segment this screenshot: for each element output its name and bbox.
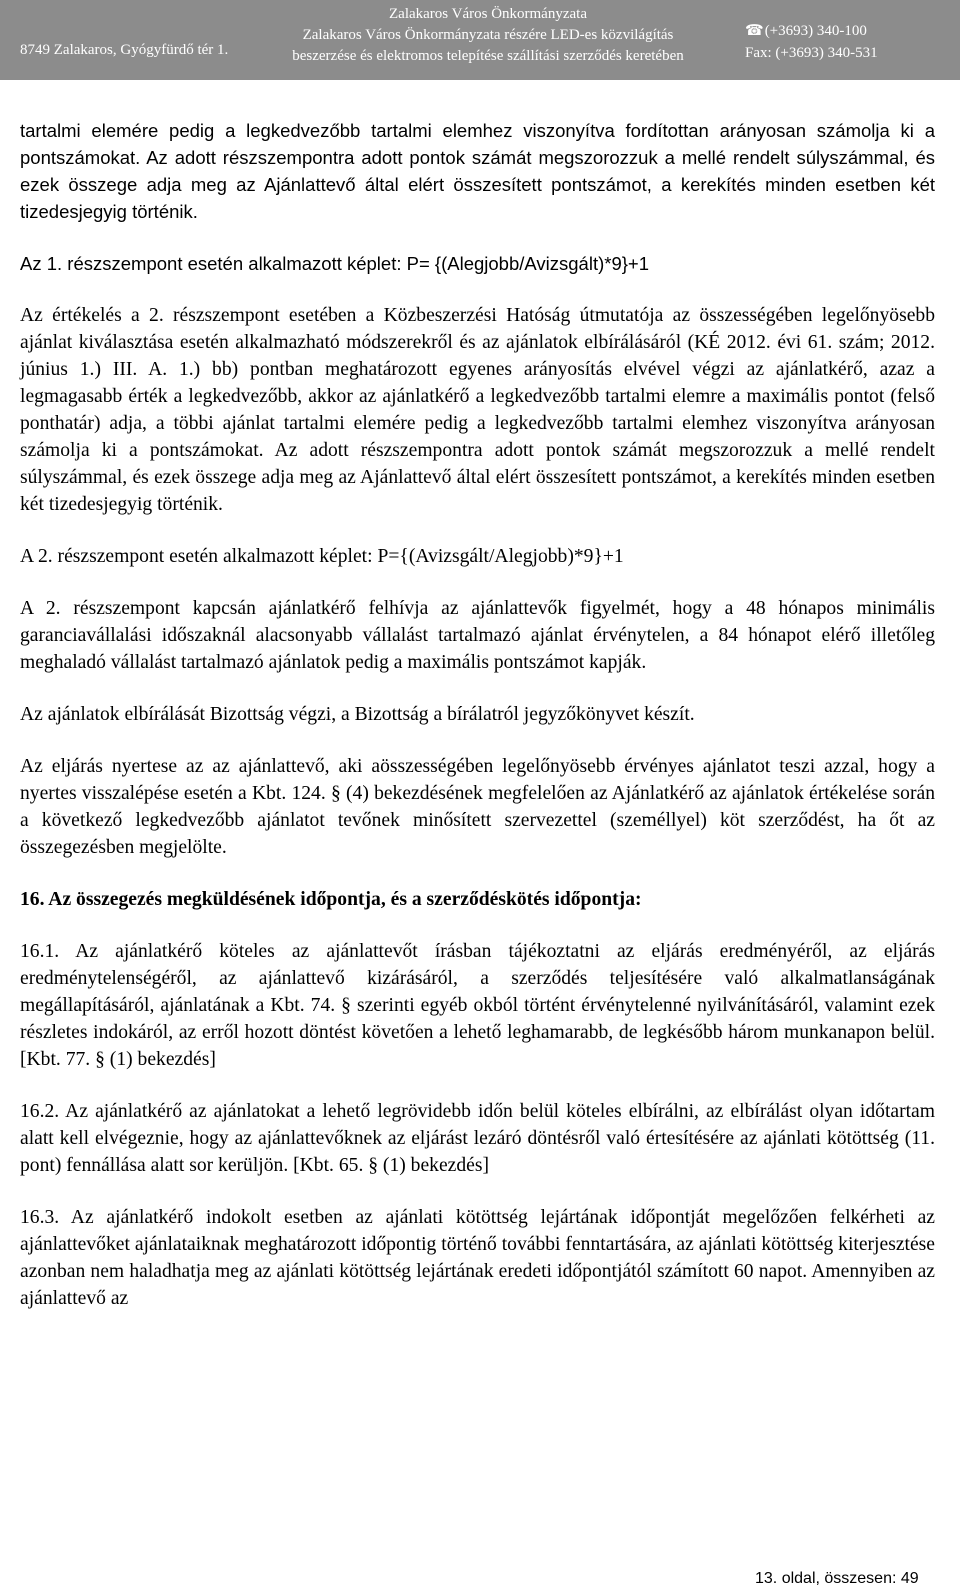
paragraph-16-3: 16.3. Az ajánlatkérő indokolt esetben az ajánlati kötöttség lejártának időpontját megelőzően felkérheti az ajánlattevőket ajánlataiknak meghatározott időpontig történő további fenntartására, az ajánlati kötöttség kiterjesztése azonban nem haladhatja meg az ajánlati kötöttség lejártának eredeti időpontjától számított 60 napot. Amennyiben az ajánlattevő az bbox=[20, 1207, 935, 1309]
paragraph-16-1: 16.1. Az ajánlatkérő köteles az ajánlattevőt írásban tájékoztatni az eljárás eredményéről, az eljárás eredménytelenségéről, az ajánlattevő kizárásáról, a szerződés teljesítésére való alkalmatlanságának megállapításáról, ajánlatának a Kbt. 74. § szerinti egyéb okból történt érvénytelenné nyilvánításáról, valamint ezek részletes indokáról, az erről hozott döntést követően a lehető leghamarabb, de legkésőbb három munkanapon belül. [Kbt. 77. § (1) bekezdés] bbox=[20, 941, 935, 1070]
section-heading-16: 16. Az összegezés megküldésének időpontja, és a szerződéskötés időpontja: bbox=[20, 889, 642, 910]
header-contact bbox=[745, 20, 878, 64]
paragraph-winner: Az eljárás nyertese az az ajánlattevő, aki aösszességében legelőnyösebb érvényes ajánlatot teszi azzal, hogy a nyertes visszalépése esetén a Kbt. 124. § (4) bekezdésének megfelelően az Ajánlatkérő az ajánlatok értékelése során a következő legkedvezőbb ajánlatot tevőnek minősített szervezettel (személlyel) köt szerződést, ha őt az összegezésben megjelölte. bbox=[20, 756, 935, 858]
header-phone-row bbox=[745, 20, 878, 42]
formula-criterion-1: Az 1. részszempont esetén alkalmazott képlet: P= {(Alegjobb/Avizsgált)*9}+1 bbox=[20, 253, 650, 274]
phone-icon: ☎ bbox=[745, 23, 764, 39]
header-title-block bbox=[278, 4, 698, 67]
paragraph-scoring-part2: Az értékelés a 2. részszempont esetében a Közbeszerzési Hatóság útmutatója az összességében legelőnyösebb ajánlat kiválasztása esetén alkalmazható módszerekről és az ajánlatok elbírálásáról (KÉ 2012. évi 61. szám; 2012. június 1.) III. A. 1.) bb) pontban meghatározott egyenes arányosítás elvével végzi az ajánlatkérő, azaz a legmagasabb érték a legkedvezőbb, akkor az ajánlatkérő a legkedvezőbb tartalmi elemre a maximális pontot (felső ponthatár) adja, a többi ajánlat tartalmi elemére pedig a legkedvezőbb tartalmi elemhez viszonyítva arányosan számolja ki a pontszámokat. Az adott részszempontra adott pontok számát megszorozzuk a mellé rendelt súlyszámmal, és ezek összege adja meg az Ajánlattevő által elért összesített pontszámot, a kerekítés minden esetben két tizedesjegyig történik. bbox=[20, 305, 935, 515]
formula-criterion-2: A 2. részszempont esetén alkalmazott képlet: P={(Avizsgált/Alegjobb)*9}+1 bbox=[20, 546, 624, 567]
header-address: 8749 Zalakaros, Gyógyfürdő tér 1. bbox=[20, 42, 229, 58]
page-header bbox=[0, 0, 960, 80]
paragraph-warranty: A 2. részszempont kapcsán ajánlatkérő felhívja az ajánlattevők figyelmét, hogy a 48 hónapos minimális garanciavállalási időszaknál alacsonyabb vállalást tartalmazó ajánlat érvénytelen, a 84 hónapot elérő illetőleg meghaladó vállalást tartalmazó ajánlatok pedig a maximális pontszámot kapják. bbox=[20, 598, 935, 673]
header-title-line2: beszerzése és elektromos telepítése szállítási szerződés keretében bbox=[292, 48, 684, 64]
paragraph-16-2: 16.2. Az ajánlatkérő az ajánlatokat a lehető legrövidebb időn belül köteles elbírálni, az elbírálást olyan időtartam alatt kell elvégeznie, hogy az ajánlattevőknek az eljárást lezáró döntésről való értesítésére az ajánlati kötöttség (11. pont) fennállása alatt sor kerüljön. [Kbt. 65. § (1) bekezdés] bbox=[20, 1101, 935, 1176]
header-fax: Fax: (+3693) 340-531 bbox=[745, 45, 878, 61]
header-org: Zalakaros Város Önkormányzata bbox=[389, 6, 587, 22]
header-title-line1: Zalakaros Város Önkormányzata részére LED-es közvilágítás bbox=[302, 27, 674, 43]
document-body bbox=[20, 117, 935, 1312]
paragraph-scoring-part1: tartalmi elemére pedig a legkedvezőbb tartalmi elemhez viszonyítva fordítottan arányosan számolja ki a pontszámokat. Az adott részszempontra adott pontok számát megszorozzuk a mellé rendelt súlyszámmal, és ezek összege adja meg az Ajánlattevő által elért összesített pontszámot, a kerekítés minden esetben két tizedesjegyig történik. bbox=[20, 120, 935, 222]
header-phone: (+3693) 340-100 bbox=[764, 23, 867, 39]
paragraph-committee: Az ajánlatok elbírálását Bizottság végzi, a Bizottság a bírálatról jegyzőkönyvet készít. bbox=[20, 704, 695, 725]
page-number: 13. oldal, összesen: 49 bbox=[755, 1570, 919, 1587]
